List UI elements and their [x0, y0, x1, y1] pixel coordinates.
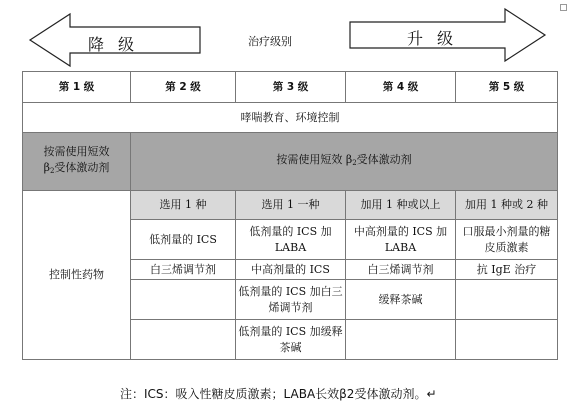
reliever-label-suffix: 受体激动剂 [54, 161, 110, 174]
step-down-label: 降级 [88, 35, 149, 54]
cell: 中高剂量的 ICS [236, 260, 346, 280]
reliever-text: 按需使用短效 β [276, 153, 353, 166]
controller-label: 控制性药物 [23, 191, 131, 360]
choose-header-4: 加用 1 种或以上 [346, 191, 456, 220]
step-up-label: 升级 [407, 29, 468, 48]
reliever-text-suffix: 受体激动剂 [356, 153, 412, 166]
treatment-table [22, 71, 558, 360]
cell: 抗 IgE 治疗 [456, 260, 558, 280]
education-row [23, 103, 558, 133]
footnote: 注：ICS：吸入性糖皮质激素；LABA长效β2受体激动剂。↵ [120, 387, 437, 401]
treatment-level-label: 治疗级别 [248, 35, 292, 48]
choose-header-3: 选用 1 一种 [236, 191, 346, 220]
cell: 低剂量的 ICS 加白三烯调节剂 [236, 280, 346, 320]
reliever-subscript: 2 [352, 159, 357, 167]
level-2: 第 2 级 [131, 72, 236, 103]
cell: 白三烯调节剂 [131, 260, 236, 280]
cell: 缓释茶碱 [346, 280, 456, 320]
choose-header-2: 选用 1 种 [131, 191, 236, 220]
education-cell: 哮喘教育、环境控制 [23, 103, 558, 133]
cell [456, 280, 558, 320]
level-5: 第 5 级 [456, 72, 558, 103]
beta-symbol: β [43, 161, 50, 174]
cell: 口服最小剂量的糖皮质激素 [456, 220, 558, 260]
reliever-label [23, 133, 131, 191]
reliever-label-line1: 按需使用短效 [43, 145, 110, 158]
reliever-row [23, 133, 558, 191]
choose-row [23, 191, 558, 220]
cell: 低剂量的 ICS 加 LABA [236, 220, 346, 260]
cell [131, 280, 236, 320]
levels-row [23, 72, 558, 103]
cell: 低剂量的 ICS 加缓释茶碱 [236, 320, 346, 360]
cell: 白三烯调节剂 [346, 260, 456, 280]
cell [456, 320, 558, 360]
cell [346, 320, 456, 360]
reliever-label-line2 [25, 160, 128, 179]
choose-header-5: 加用 1 种或 2 种 [456, 191, 558, 220]
cell [131, 320, 236, 360]
cell: 中高剂量的 ICS 加 LABA [346, 220, 456, 260]
level-3: 第 3 级 [236, 72, 346, 103]
level-1: 第 1 级 [23, 72, 131, 103]
reliever-cell [131, 133, 558, 191]
level-4: 第 4 级 [346, 72, 456, 103]
cell: 低剂量的 ICS [131, 220, 236, 260]
beta-subscript: 2 [49, 167, 55, 175]
